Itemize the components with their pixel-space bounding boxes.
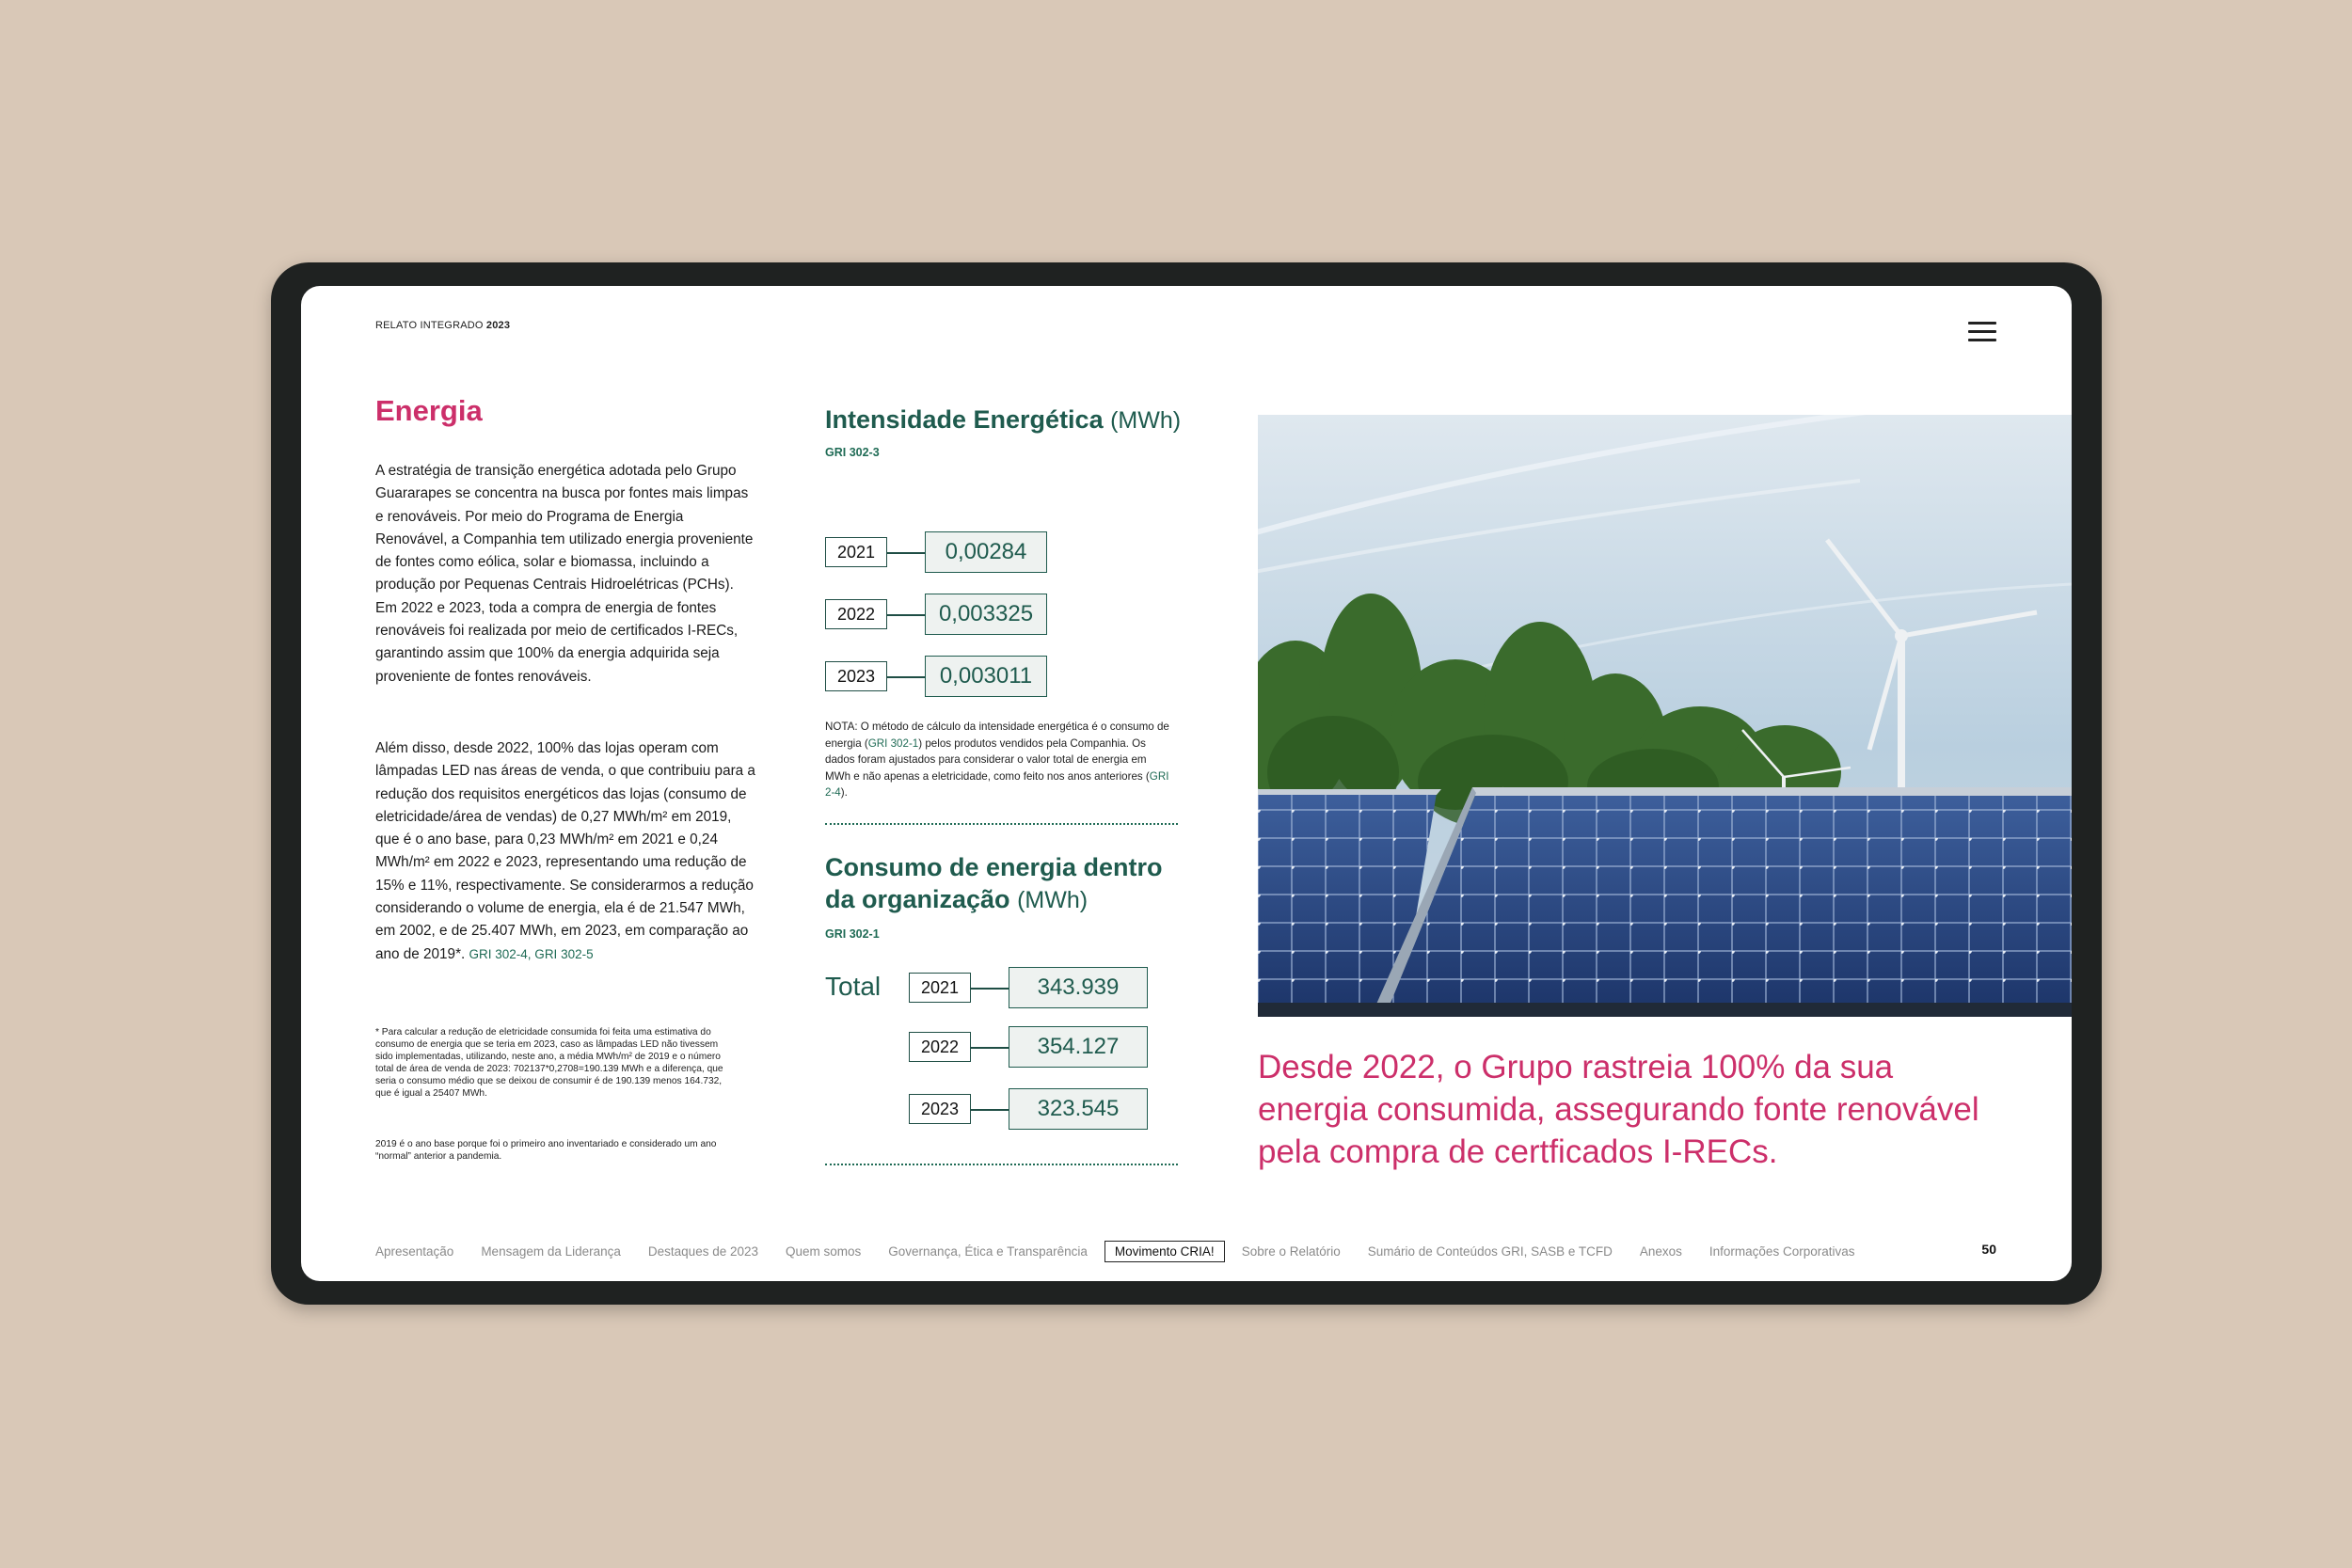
consumption-value-2021: 343.939 bbox=[1009, 967, 1148, 1008]
intensity-unit: (MWh) bbox=[1110, 407, 1182, 434]
nav-item-destaques-2023[interactable]: Destaques de 2023 bbox=[647, 1243, 758, 1259]
connector-line bbox=[887, 676, 925, 678]
intensity-year-2023: 2023 bbox=[825, 661, 887, 691]
report-navigation bbox=[375, 1238, 1996, 1264]
nav-item-quem-somos[interactable]: Quem somos bbox=[786, 1243, 862, 1259]
tablet-frame bbox=[271, 262, 2102, 1305]
consumption-value-2023: 323.545 bbox=[1009, 1088, 1148, 1130]
nav-item-sumario-gri[interactable]: Sumário de Conteúdos GRI, SASB e TCFD bbox=[1367, 1243, 1613, 1259]
note-text: ). bbox=[840, 786, 848, 799]
consumption-value-2022: 354.127 bbox=[1009, 1026, 1148, 1068]
consumption-gri[interactable]: GRI 302-1 bbox=[825, 927, 880, 941]
note-text: ) pelos produtos vendidos pela Companhia. Os dados foram ajustados para considerar o valor total de energia em MWh e não apenas a eletricidade, como feito nos anos anteriores ( bbox=[825, 736, 1150, 783]
report-title-prefix: RELATO INTEGRADO bbox=[375, 320, 484, 331]
connector-line bbox=[887, 614, 925, 616]
gri-link[interactable]: GRI 302-4, GRI 302-5 bbox=[469, 946, 594, 961]
note-gri-link[interactable]: GRI 302-1 bbox=[867, 736, 919, 750]
intensity-value-2022: 0,003325 bbox=[925, 594, 1047, 635]
connector-line bbox=[971, 988, 1009, 990]
highlight-quote: Desde 2022, o Grupo rastreia 100% da sua energia consumida, assegurando fonte renovável pela compra de certficados I-RECs. bbox=[1258, 1049, 1979, 1170]
nav-item-movimento-cria[interactable]: Movimento CRIA! bbox=[1104, 1241, 1225, 1262]
intensity-year-2021: 2021 bbox=[825, 537, 887, 567]
note-gri-link[interactable]: GRI 2-4 bbox=[825, 769, 1169, 799]
consumption-unit: (MWh) bbox=[1017, 887, 1089, 913]
report-title-year: 2023 bbox=[485, 320, 511, 331]
intensity-gri[interactable]: GRI 302-3 bbox=[825, 446, 880, 459]
consumption-title-line1: Consumo de energia dentro bbox=[825, 853, 1163, 881]
intensity-note bbox=[825, 719, 1173, 801]
nav-item-mensagem-lideranca[interactable]: Mensagem da Liderança bbox=[481, 1243, 621, 1259]
page-number: 50 bbox=[1981, 1242, 1996, 1257]
note-text: NOTA: O método de cálculo da intensidade energética é o consumo de energia ( bbox=[825, 721, 1169, 750]
consumption-year-2023: 2023 bbox=[909, 1094, 971, 1124]
intensity-title-text: Intensidade Energética bbox=[825, 405, 1104, 434]
intensity-title bbox=[825, 404, 1181, 436]
dotted-divider bbox=[825, 1164, 1178, 1165]
total-label: Total bbox=[825, 972, 882, 1001]
solar-wind-photo bbox=[1258, 415, 2072, 1017]
intensity-year-2022: 2022 bbox=[825, 599, 887, 629]
report-title bbox=[375, 320, 510, 331]
connector-line bbox=[971, 1109, 1009, 1111]
consumption-year-2021: 2021 bbox=[909, 973, 971, 1003]
dotted-divider bbox=[825, 823, 1178, 825]
nav-item-sobre-relatorio[interactable]: Sobre o Relatório bbox=[1241, 1243, 1341, 1259]
report-page bbox=[301, 286, 2072, 1281]
consumption-year-2022: 2022 bbox=[909, 1032, 971, 1062]
hamburger-menu-icon[interactable] bbox=[1968, 322, 1996, 342]
intensity-value-2023: 0,003011 bbox=[925, 656, 1047, 697]
section-heading: Energia bbox=[375, 394, 483, 427]
connector-line bbox=[887, 552, 925, 554]
led-paragraph-text: Além disso, desde 2022, 100% das lojas operam com lâmpadas LED nas áreas de venda, o que contribuiu para a redução dos requisitos energéticos das lojas (consumo de eletricidade/área de vendas) de 0,27 MWh/m² em 2019, que é o ano base, para 0,23 MWh/m² em 2021 e 0,24 MWh/m² em 2022 e 2023, representando uma redução de 15% e 11%, respectivamente. Se considerarmos a redução considerando o volume de energia, ela é de 21.547 MWh, em 2002, e de 25.407 MWh, em 2023, em comparação ao ano de 2019*. bbox=[375, 740, 755, 962]
nav-item-governanca[interactable]: Governança, Ética e Transparência bbox=[888, 1243, 1088, 1259]
intensity-value-2021: 0,00284 bbox=[925, 531, 1047, 573]
consumption-title-line2: da organização bbox=[825, 885, 1010, 913]
footnote-base-year: 2019 é o ano base porque foi o primeiro ano inventariado e considerado um ano “normal” anterior a pandemia. bbox=[375, 1139, 717, 1162]
nav-item-apresentacao[interactable]: Apresentação bbox=[375, 1243, 454, 1259]
footnote-calculation: * Para calcular a redução de eletricidade consumida foi feita uma estimativa do consumo de energia que se teria em 2023, caso as lâmpadas LED não tivessem sido implementadas, utilizando, neste ano, a média MWh/m² de 2019 e o número total de área de venda de 2023: 702137*0,2708=190.139 MWh e a diferença, que seria o consumo médio que se deixou de consumir é de 190.139 menos 164.732, que é igual a 25407 MWh. bbox=[375, 1027, 723, 1099]
connector-line bbox=[971, 1047, 1009, 1049]
nav-item-informacoes-corporativas[interactable]: Informações Corporativas bbox=[1708, 1243, 1855, 1259]
nav-item-anexos[interactable]: Anexos bbox=[1639, 1243, 1682, 1259]
led-paragraph bbox=[375, 737, 756, 966]
consumption-title bbox=[825, 851, 1163, 916]
intro-paragraph: A estratégia de transição energética adotada pelo Grupo Guararapes se concentra na busca por fontes mais limpas e renováveis. Por meio do Programa de Energia Renovável, a Companhia tem utilizado energia proveniente de fontes como eólica, solar e biomassa, incluindo a produção por Pequenas Centrais Hidroelétricas (PCHs). Em 2022 e 2023, toda a compra de energia de fontes renováveis foi realizada por meio de certificados I-RECs, garantindo assim que 100% da energia adquirida seja proveniente de fontes renováveis. bbox=[375, 463, 754, 685]
